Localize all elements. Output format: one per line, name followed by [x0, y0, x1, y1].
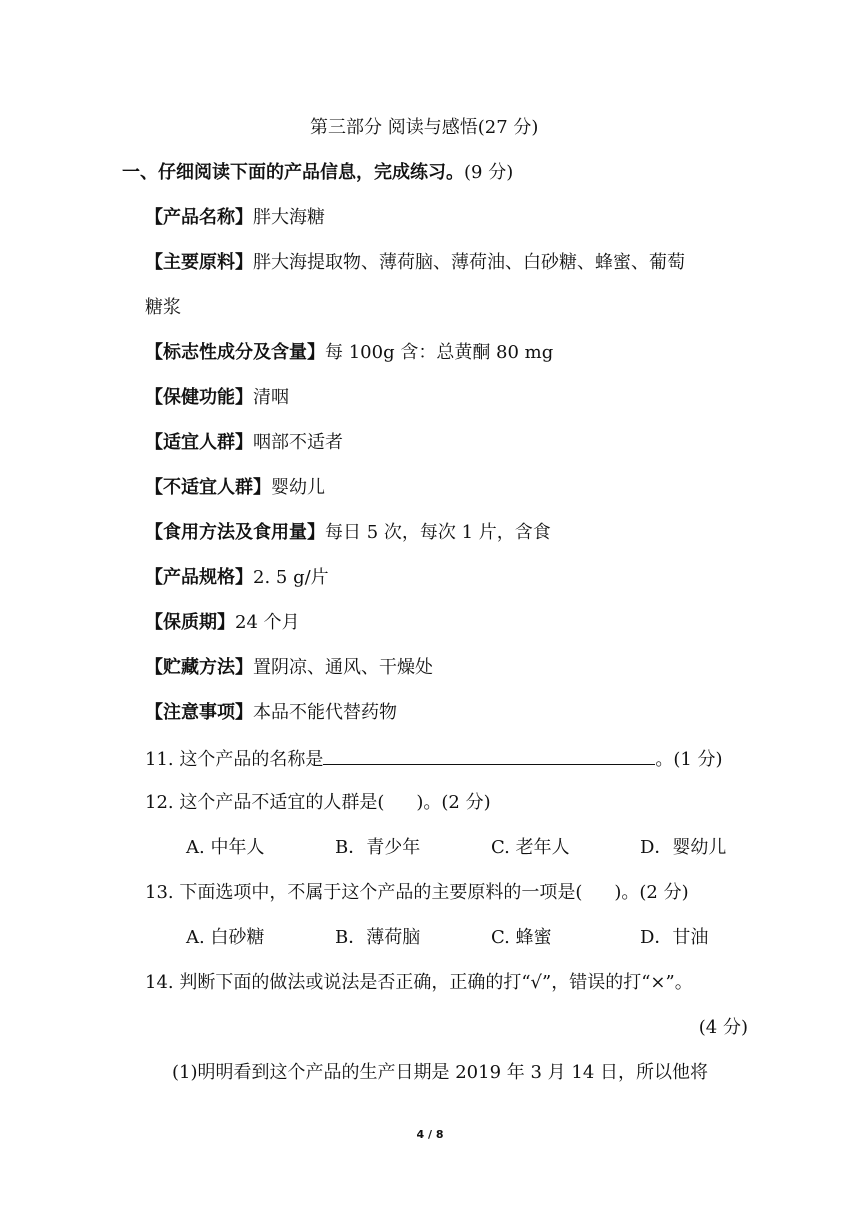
- info-label: 【贮藏方法】: [145, 657, 253, 678]
- part1-heading: [122, 161, 513, 185]
- info-value: 胖大海提取物、薄荷脑、薄荷油、白砂糖、蜂蜜、葡萄: [253, 252, 685, 273]
- info-label: 【产品规格】: [145, 567, 253, 588]
- info-label: 【主要原料】: [145, 252, 253, 273]
- product-info-row: [145, 521, 551, 545]
- product-info-row: [145, 656, 433, 680]
- q13-option-b[interactable]: B．薄荷脑: [335, 927, 421, 948]
- product-info-row-continued: [145, 296, 181, 320]
- q13-score: )。(2 分): [614, 882, 689, 903]
- info-value: 每日 5 次，每次 1 片，含食: [325, 522, 551, 543]
- product-info-row: [145, 701, 397, 725]
- q11-answer-blank[interactable]: [323, 746, 655, 765]
- info-value: 糖浆: [145, 297, 181, 318]
- info-label: 【不适宜人群】: [145, 477, 271, 498]
- info-label: 【适宜人群】: [145, 432, 253, 453]
- product-info-row: [145, 251, 685, 275]
- info-label: 【保健功能】: [145, 387, 253, 408]
- info-label: 【保质期】: [145, 612, 235, 633]
- q11-prompt: 11. 这个产品的名称是: [145, 749, 324, 770]
- product-info-row: [145, 476, 325, 500]
- q11-score: 。(1 分): [655, 749, 723, 770]
- question-12: [145, 791, 491, 815]
- q12-option-a[interactable]: A. 中年人: [186, 837, 265, 858]
- info-value: 每 100g 含：总黄酮 80 mg: [325, 342, 554, 363]
- part1-heading-text: 一、仔细阅读下面的产品信息，完成练习。: [122, 162, 464, 183]
- q12-option-c[interactable]: C. 老年人: [491, 837, 570, 858]
- product-info-row: [145, 611, 300, 635]
- info-label: 【产品名称】: [145, 207, 253, 228]
- info-value: 24 个月: [235, 612, 300, 633]
- section-title: 第三部分 阅读与感悟(27 分): [310, 117, 539, 138]
- info-value: 2. 5 g/片: [253, 567, 329, 588]
- info-label: 【食用方法及食用量】: [145, 522, 325, 543]
- q13-prompt: 13. 下面选项中，不属于这个产品的主要原料的一项是(: [145, 882, 583, 903]
- q14-score: (4 分): [698, 1017, 748, 1038]
- info-label: 【标志性成分及含量】: [145, 342, 325, 363]
- info-value: 本品不能代替药物: [253, 702, 397, 723]
- q12-prompt: 12. 这个产品不适宜的人群是(: [145, 792, 385, 813]
- info-value: 婴幼儿: [271, 477, 325, 498]
- product-info-row: [145, 431, 343, 455]
- part1-heading-score: (9 分): [464, 162, 514, 183]
- question-13: [145, 881, 689, 905]
- q12-option-d[interactable]: D．婴幼儿: [640, 837, 727, 858]
- question-11: [145, 746, 723, 772]
- product-info-row: [145, 206, 325, 230]
- product-info-row: [145, 341, 553, 365]
- q14-sub-question-1: (1)明明看到这个产品的生产日期是 2019 年 3 月 14 日，所以他将: [172, 1062, 708, 1083]
- product-info-row: [145, 386, 289, 410]
- info-value: 胖大海糖: [253, 207, 325, 228]
- q12-option-b[interactable]: B．青少年: [335, 837, 421, 858]
- info-label: 【注意事项】: [145, 702, 253, 723]
- page-number: 4 / 8: [416, 1128, 444, 1141]
- info-value: 清咽: [253, 387, 289, 408]
- question-14: 14. 判断下面的做法或说法是否正确，正确的打“√”，错误的打“×”。: [145, 972, 693, 993]
- info-value: 咽部不适者: [253, 432, 343, 453]
- product-info-row: [145, 566, 329, 590]
- info-value: 置阴凉、通风、干燥处: [253, 657, 433, 678]
- q12-score: )。(2 分): [416, 792, 491, 813]
- q13-option-d[interactable]: D．甘油: [640, 927, 709, 948]
- q13-option-c[interactable]: C. 蜂蜜: [491, 927, 552, 948]
- q13-option-a[interactable]: A. 白砂糖: [186, 927, 265, 948]
